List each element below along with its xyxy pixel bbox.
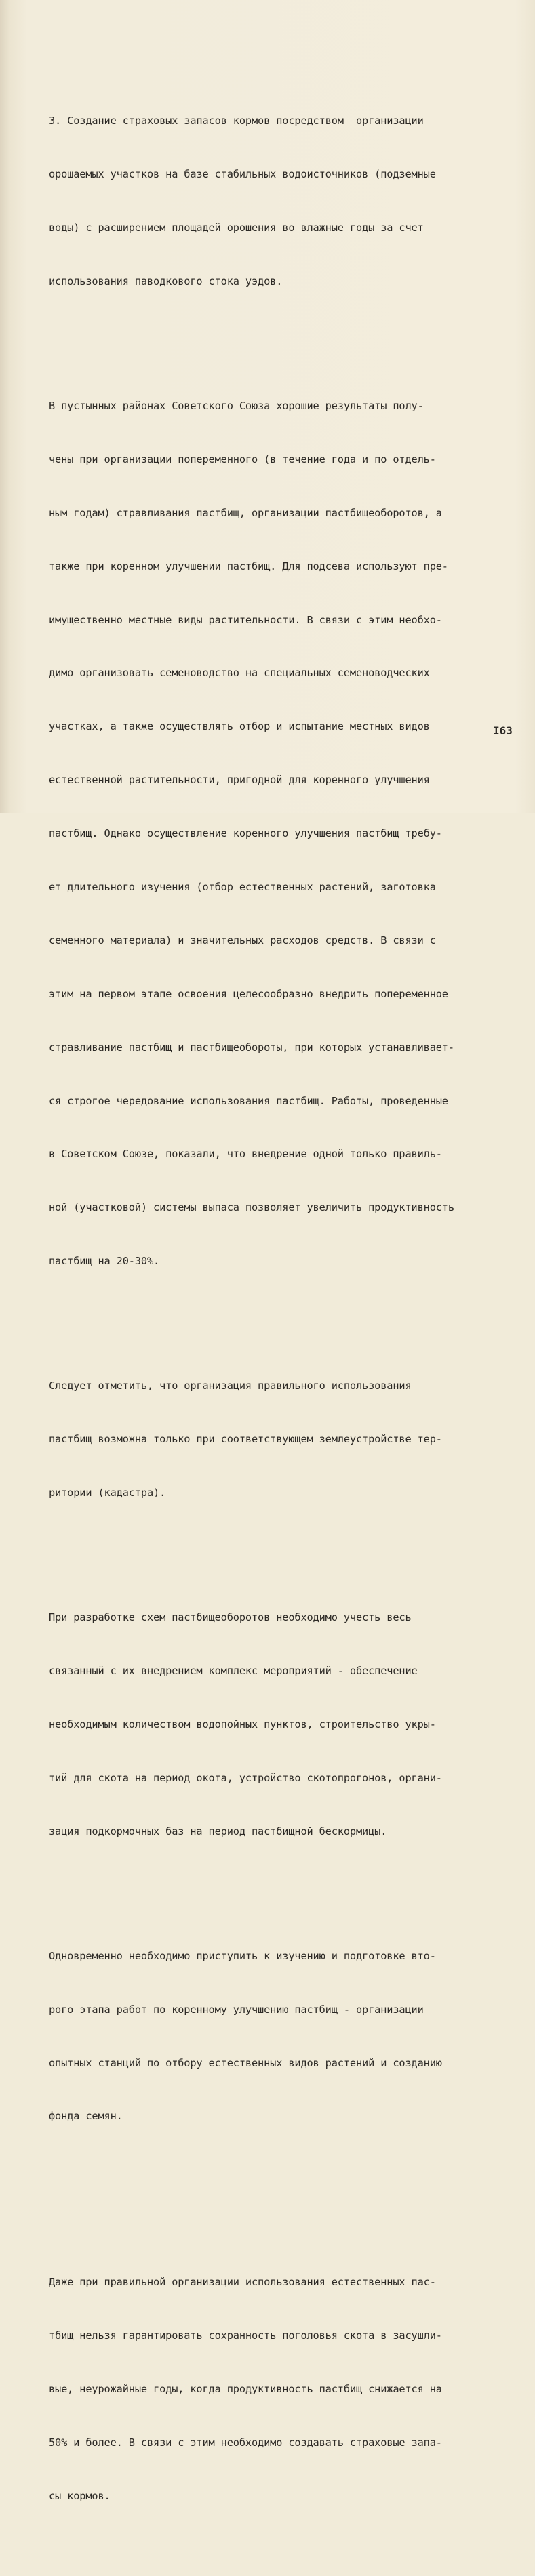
paragraph-1 bbox=[49, 77, 517, 326]
text-line: связанный с их внедрением комплекс мероприятий - обеспечение bbox=[49, 1665, 418, 1678]
text-line: сы кормов. bbox=[49, 2489, 111, 2502]
text-line: естественной растительности, пригодной для коренного улучшения bbox=[49, 774, 430, 787]
text-line: стравливание пастбищ и пастбищеобороты, при которых устанавливает- bbox=[49, 1041, 454, 1054]
text-line: тий для скота на период окота, устройство скотопрогонов, органи- bbox=[49, 1771, 442, 1784]
text-line: зация подкормочных баз на период пастбищной бескормицы. bbox=[49, 1825, 387, 1837]
text-line: семенного материала) и значительных расходов средств. В связи с bbox=[49, 934, 436, 947]
paragraph-spacer bbox=[49, 2197, 517, 2202]
text-line: димо организовать семеноводство на специальных семеноводческих bbox=[49, 667, 430, 680]
text-line: пастбищ на 20-30%. bbox=[49, 1255, 160, 1268]
text-line: тбищ нельзя гарантировать сохранность поголовья скота в засушли- bbox=[49, 2329, 442, 2342]
text-line: также при коренном улучшении пастбищ. Для подсева используют пре- bbox=[49, 560, 448, 573]
text-line: Следует отметить, что организация правильного использования bbox=[49, 1379, 412, 1392]
text-line: пастбищ. Однако осуществление коренного улучшения пастбищ требу- bbox=[49, 827, 442, 840]
text-line: ет длительного изучения (отбор естественных растений, заготовка bbox=[49, 880, 436, 893]
text-line: ся строгое чередование использования пастбищ. Работы, проведенные bbox=[49, 1094, 448, 1107]
text-line: опытных станций по отбору естественных видов растений и созданию bbox=[49, 2056, 442, 2069]
paragraph-4 bbox=[49, 1573, 517, 1876]
text-line: орошаемых участков на базе стабильных водоисточников (подземные bbox=[49, 168, 436, 181]
text-line: фонда семян. bbox=[49, 2110, 123, 2123]
text-line: имущественно местные виды растительности. В связи с этим необхо- bbox=[49, 613, 442, 626]
text-line: этим на первом этапе освоения целесообразно внедрить попеременное bbox=[49, 987, 448, 1000]
text-line: При разработке схем пастбищеоборотов необходимо учесть весь bbox=[49, 1611, 412, 1624]
paragraph-5 bbox=[49, 1911, 517, 2161]
text-line: чены при организации попеременного (в течение года и по отдель- bbox=[49, 453, 436, 465]
text-line: ным годам) стравливания пастбищ, организации пастбищеоборотов, а bbox=[49, 506, 442, 519]
text-line: Даже при правильной организации использования естественных пас- bbox=[49, 2276, 436, 2289]
text-line: использования паводкового стока уэдов. bbox=[49, 274, 283, 287]
text-line: в Советском Союзе, показали, что внедрение одной только правиль- bbox=[49, 1148, 442, 1161]
text-line: рого этапа работ по коренному улучшению пастбищ - организации bbox=[49, 2003, 424, 2016]
paragraph-3 bbox=[49, 1342, 517, 1537]
body-text bbox=[49, 41, 517, 2576]
page-number: I63 bbox=[493, 724, 513, 737]
paragraph-2 bbox=[49, 361, 517, 1306]
paragraph-6 bbox=[49, 2238, 517, 2541]
text-line: вые, неурожайные годы, когда продуктивность пастбищ снижается на bbox=[49, 2382, 442, 2395]
text-line: 50% и более. В связи с этим необходимо создавать страховые запа- bbox=[49, 2436, 442, 2449]
text-line: необходимым количеством водопойных пунктов, строительство укры- bbox=[49, 1718, 436, 1730]
text-line: ритории (кадастра). bbox=[49, 1487, 166, 1499]
text-line: воды) с расширением площадей орошения во влажные годы за счет bbox=[49, 221, 424, 234]
text-line: пастбищ возможна только при соответствующем землеустройстве тер- bbox=[49, 1433, 442, 1446]
text-line: ной (участковой) системы выпаса позволяет увеличить продуктивность bbox=[49, 1201, 454, 1214]
text-line: В пустынных районах Советского Союза хорошие результаты полу- bbox=[49, 399, 424, 412]
text-line: 3. Создание страховых запасов кормов посредством организации bbox=[49, 115, 424, 127]
text-line: Одновременно необходимо приступить к изучению и подготовке вто- bbox=[49, 1949, 436, 1962]
text-line: участках, а также осуществлять отбор и испытание местных видов bbox=[49, 720, 430, 733]
